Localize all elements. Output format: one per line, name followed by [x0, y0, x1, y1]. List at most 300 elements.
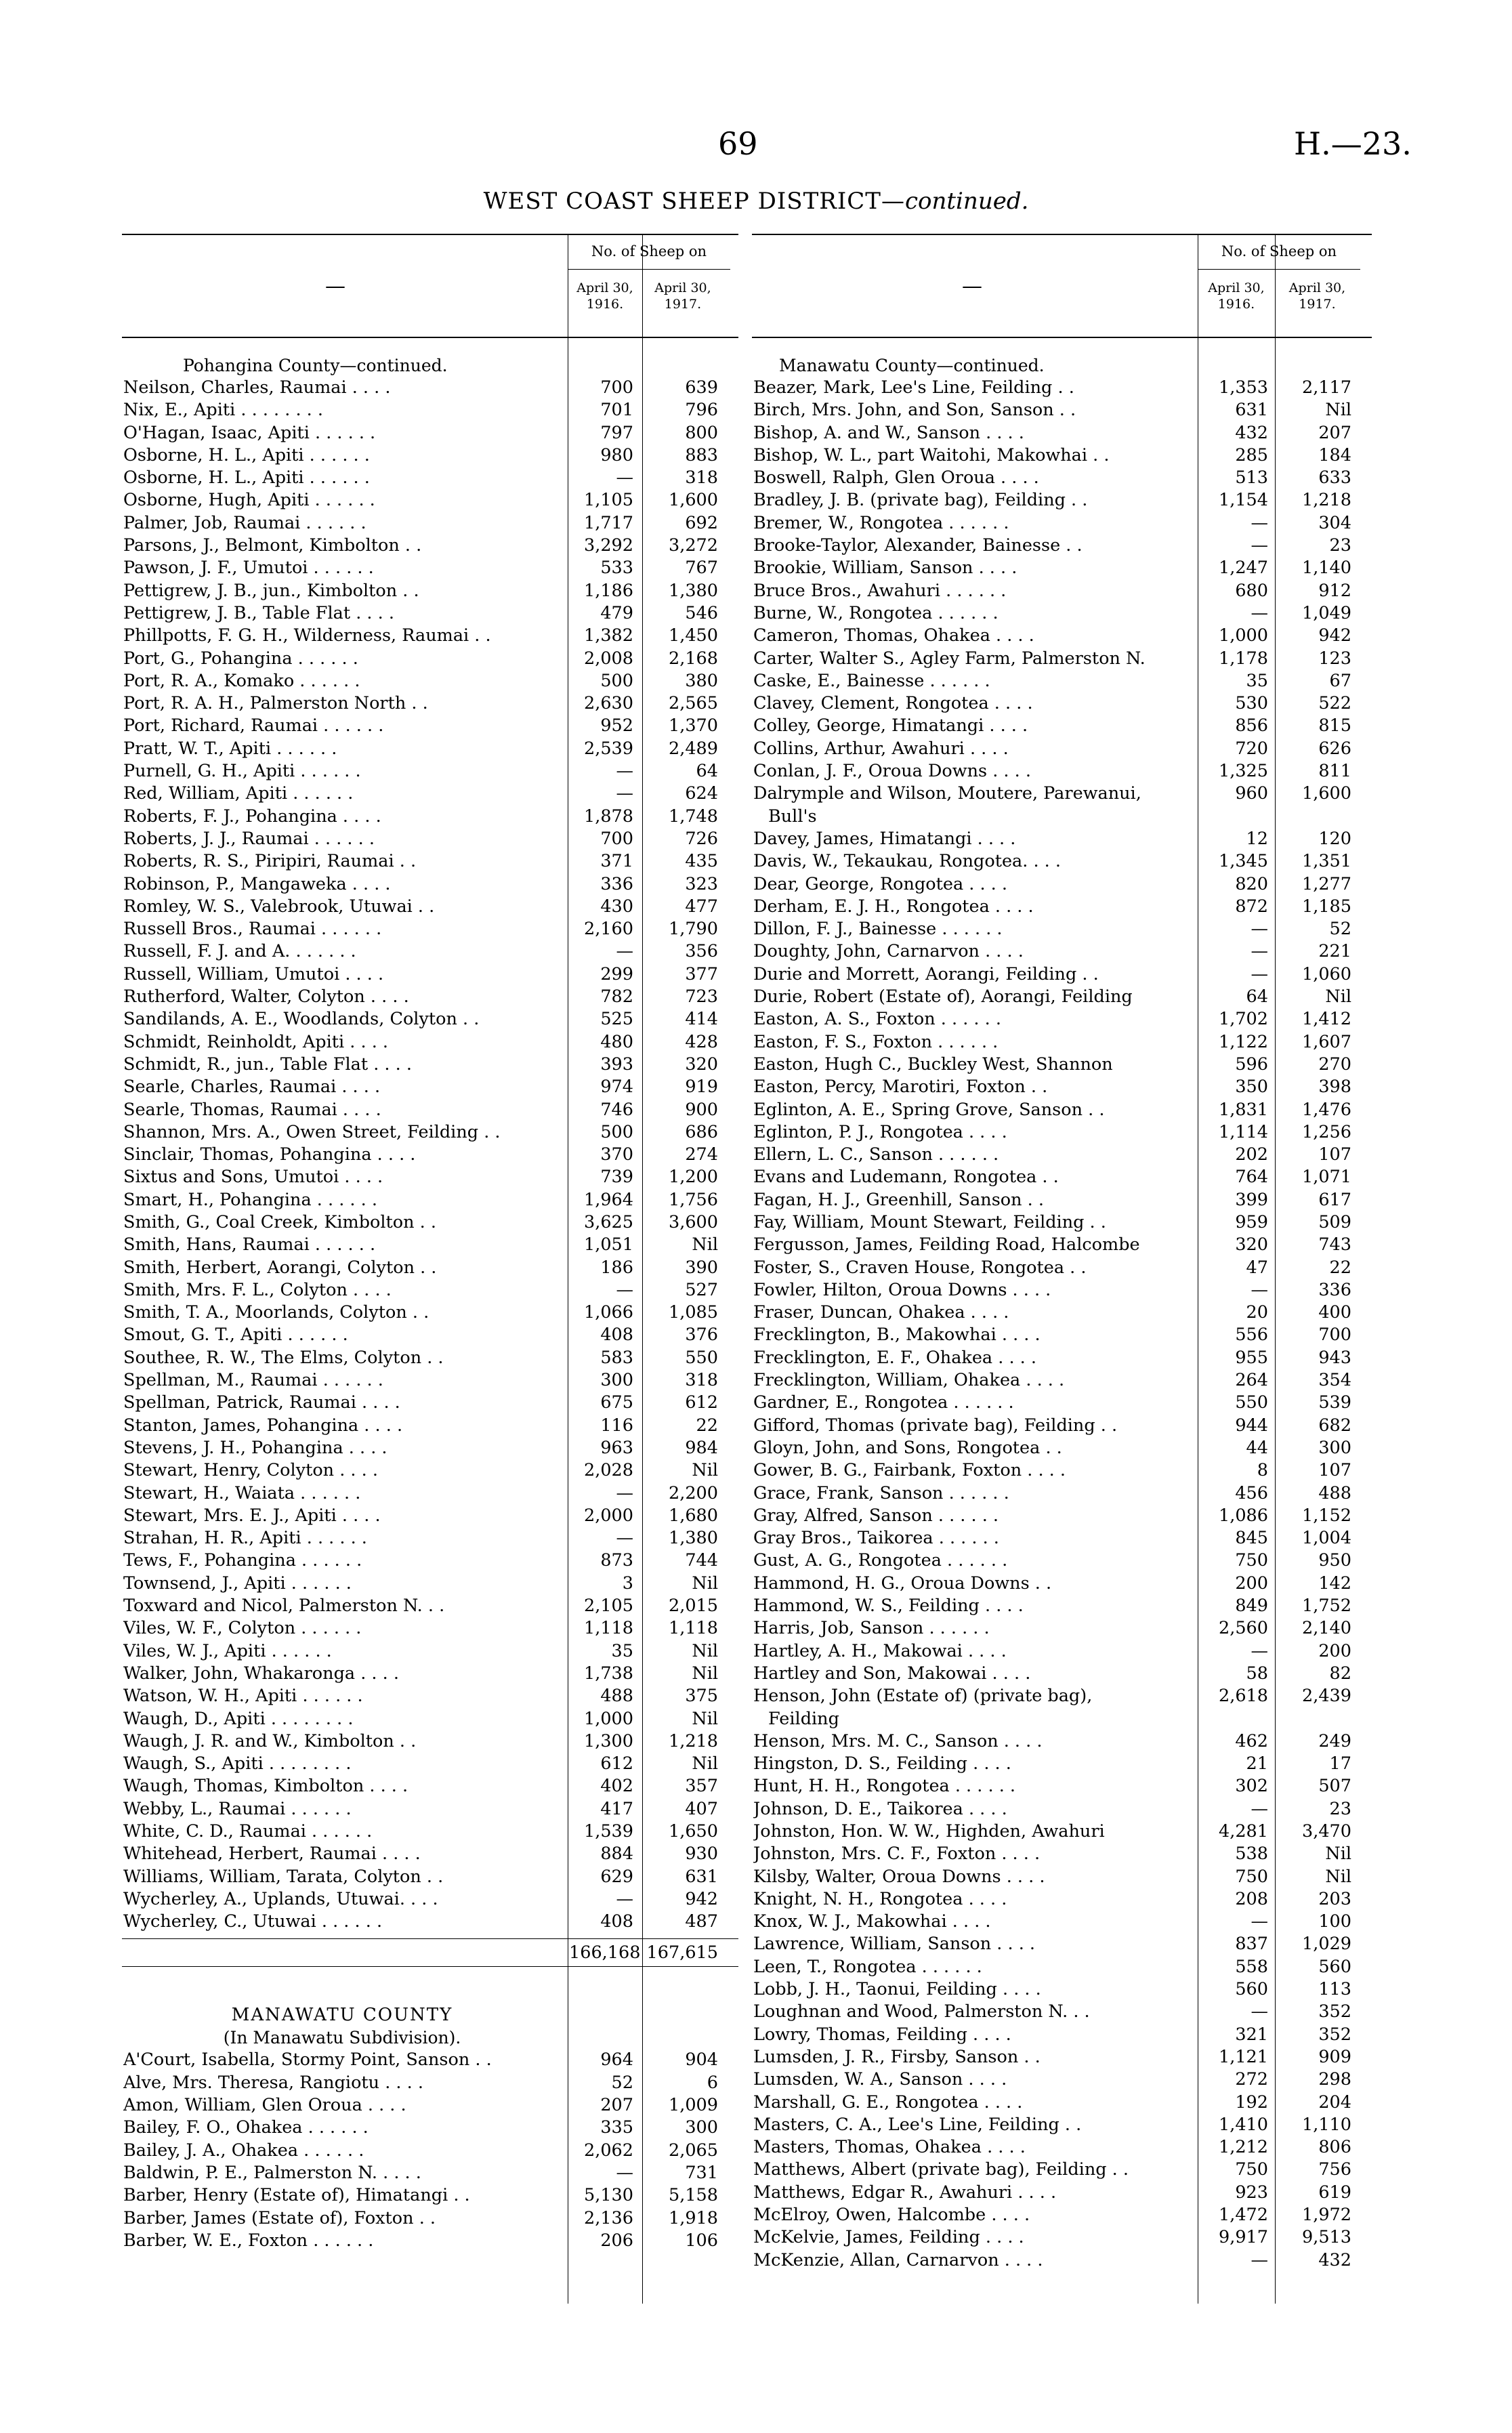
sheep-1916: 1,118 — [583, 1618, 633, 1639]
table-row — [122, 1415, 738, 1437]
holder-name: Spellman, M., Raumai . . . . . . — [123, 1370, 383, 1391]
table-row — [752, 1347, 1372, 1369]
holder-name: Easton, F. S., Foxton . . . . . . — [753, 1031, 999, 1052]
table-row — [122, 535, 738, 557]
holder-name: McElroy, Owen, Halcombe . . . . — [753, 2205, 1030, 2226]
sheep-1916: — — [616, 1482, 633, 1503]
table-row — [122, 1617, 738, 1640]
sheep-1916: 959 — [1235, 1211, 1268, 1232]
table-row — [752, 2182, 1372, 2204]
sheep-1916: 1,325 — [1218, 761, 1268, 782]
sheep-1916: 513 — [1235, 467, 1268, 488]
sheep-1917: 692 — [685, 512, 718, 533]
table-row — [752, 1550, 1372, 1572]
sheep-1916: 1,539 — [583, 1821, 633, 1842]
table-row — [122, 2140, 738, 2162]
table-row — [752, 1798, 1372, 1821]
holder-name: Bailey, J. A., Ohakea . . . . . . — [123, 2140, 364, 2161]
sheep-1916: 1,066 — [583, 1302, 633, 1323]
sheep-1917: 726 — [685, 828, 718, 849]
sheep-1917: 806 — [1318, 2137, 1351, 2158]
table-row — [122, 1166, 738, 1188]
holder-name: Pettigrew, J. B., Table Flat . . . . — [123, 602, 394, 623]
sheep-1917: 950 — [1318, 1550, 1351, 1571]
holder-name: Sixtus and Sons, Umutoi . . . . — [123, 1167, 383, 1188]
holder-name: Waugh, J. R. and W., Kimbolton . . — [123, 1730, 417, 1751]
sheep-1917: Nil — [1325, 400, 1351, 421]
sheep-1917: 300 — [1318, 1437, 1351, 1458]
table-row — [752, 2136, 1372, 2159]
sheep-1916: 1,300 — [583, 1730, 633, 1751]
total-row — [122, 1938, 738, 1967]
table-row — [122, 1708, 738, 1730]
table-row — [122, 940, 738, 963]
sheep-1917: 100 — [1318, 1911, 1351, 1932]
sheep-1917: 550 — [685, 1347, 718, 1368]
holder-name: Roberts, J. J., Raumai . . . . . . — [123, 828, 375, 849]
sheep-1917: 2,489 — [668, 738, 718, 759]
sheep-1917: 539 — [1318, 1392, 1351, 1413]
sheep-1917: 546 — [685, 602, 718, 623]
sheep-1917: Nil — [692, 1663, 718, 1684]
holder-name: Alve, Mrs. Theresa, Rangiotu . . . . — [123, 2072, 423, 2093]
table-row — [122, 1505, 738, 1527]
holder-name: Waugh, Thomas, Kimbolton . . . . — [123, 1776, 408, 1797]
sheep-1916: 720 — [1235, 738, 1268, 759]
holder-name: Hunt, H. H., Rongotea . . . . . . — [753, 1776, 1016, 1797]
sheep-1916: 192 — [1235, 2092, 1268, 2113]
table-row — [122, 2207, 738, 2230]
sheep-1916: 462 — [1235, 1730, 1268, 1751]
sheep-1916: 3,625 — [583, 1211, 633, 1232]
table-row — [752, 557, 1372, 579]
sheep-1916: 558 — [1235, 1956, 1268, 1977]
sheep-1917: 1,380 — [668, 580, 718, 601]
holder-name: Kilsby, Walter, Oroua Downs . . . . — [753, 1866, 1045, 1887]
table-row — [752, 1166, 1372, 1188]
sheep-1917: 428 — [685, 1031, 718, 1052]
holder-name: Derham, E. J. H., Rongotea . . . . — [753, 896, 1034, 917]
holder-name: Durie, Robert (Estate of), Aorangi, Feilding — [753, 986, 1133, 1007]
sheep-1916: — — [1251, 1640, 1268, 1661]
table-row — [752, 1866, 1372, 1888]
table-row — [122, 1392, 738, 1414]
table-row — [752, 692, 1372, 715]
table-row — [752, 918, 1372, 940]
holder-name: Masters, Thomas, Ohakea . . . . — [753, 2137, 1026, 2158]
holder-name: Johnson, D. E., Taikorea . . . . — [753, 1798, 1007, 1819]
holder-name: Boswell, Ralph, Glen Oroua . . . . — [753, 467, 1039, 488]
holder-name: Beazer, Mark, Lee's Line, Feilding . . — [753, 377, 1074, 398]
table-row — [752, 1956, 1372, 1978]
holder-name: Gloyn, John, and Sons, Rongotea . . — [753, 1437, 1062, 1458]
holder-name: Johnston, Mrs. C. F., Foxton . . . . — [753, 1844, 1041, 1865]
sheep-1916: — — [1251, 2249, 1268, 2270]
holder-name: Marshall, G. E., Rongotea . . . . — [753, 2092, 1023, 2113]
sheep-1916: 2,028 — [583, 1460, 633, 1481]
sheep-1917: 639 — [685, 377, 718, 398]
sheep-1916: — — [1251, 1911, 1268, 1932]
holder-name: Hartley and Son, Makowai . . . . — [753, 1663, 1031, 1684]
holder-name: Bremer, W., Rongotea . . . . . . — [753, 512, 1009, 533]
sheep-1917: 1,476 — [1301, 1099, 1351, 1120]
sheep-1916: 35 — [1246, 670, 1268, 691]
sheep-1916: 1,878 — [583, 806, 633, 827]
table-row — [122, 580, 738, 602]
table-row — [122, 1663, 738, 1685]
holder-name: Tews, F., Pohangina . . . . . . — [123, 1550, 362, 1571]
holder-name: Stanton, James, Pohangina . . . . — [123, 1415, 403, 1436]
sheep-1916: 299 — [600, 963, 633, 984]
sheep-1917: 527 — [685, 1279, 718, 1300]
table-row — [122, 444, 738, 467]
holder-name: Viles, W. F., Colyton . . . . . . — [123, 1618, 362, 1639]
sheep-1916: 1,000 — [1218, 625, 1268, 646]
table-row — [752, 1008, 1372, 1031]
sheep-1917: 23 — [1329, 535, 1351, 556]
holder-name: Frecklington, E. F., Ohakea . . . . — [753, 1347, 1036, 1368]
holder-name: Bailey, F. O., Ohakea . . . . . . — [123, 2117, 369, 2138]
sheep-1916: 1,121 — [1218, 2046, 1268, 2067]
table-row — [752, 1324, 1372, 1346]
header-year-1916-line1: April 30, — [1208, 280, 1265, 295]
table-row — [122, 2162, 738, 2184]
table-row — [122, 896, 738, 918]
section-title: Pohangina County—continued. — [183, 356, 448, 375]
holder-name: Searle, Charles, Raumai . . . . — [123, 1077, 381, 1098]
sheep-1917: 1,600 — [668, 490, 718, 511]
table-row — [752, 1978, 1372, 2001]
sheep-1916: 500 — [600, 670, 633, 691]
holder-name: Strahan, H. R., Apiti . . . . . . — [123, 1528, 367, 1549]
table-row — [122, 873, 738, 896]
sheep-1917: 2,117 — [1301, 377, 1351, 398]
table-row — [122, 692, 738, 715]
sheep-1917: 731 — [685, 2162, 718, 2183]
holder-name: Osborne, H. L., Apiti . . . . . . — [123, 467, 370, 488]
table-row — [752, 1234, 1372, 1256]
holder-name: Port, Richard, Raumai . . . . . . — [123, 715, 384, 736]
sheep-1916: 285 — [1235, 444, 1268, 465]
holder-name: A'Court, Isabella, Stormy Point, Sanson . . — [123, 2050, 492, 2071]
right-table — [752, 234, 1372, 2304]
sheep-1917: 23 — [1329, 1798, 1351, 1819]
left-table — [122, 234, 738, 2304]
sheep-1917: Nil — [692, 1640, 718, 1661]
table-row — [122, 1911, 738, 1933]
sheep-1916: 2,539 — [583, 738, 633, 759]
holder-name: Gray, Alfred, Sanson . . . . . . — [753, 1505, 999, 1526]
sheep-1917: 942 — [685, 1888, 718, 1909]
holder-name: Port, R. A., Komako . . . . . . — [123, 670, 360, 691]
sheep-1916: 952 — [600, 715, 633, 736]
page-number: 69 — [718, 125, 758, 162]
sheep-1917: 1,218 — [1301, 490, 1351, 511]
holder-name: Lawrence, William, Sanson . . . . — [753, 1934, 1036, 1955]
table-row — [122, 738, 738, 760]
sheep-1917: 984 — [685, 1437, 718, 1458]
holder-name-continued: Feilding — [768, 1708, 839, 1729]
holder-name: Frecklington, William, Ohakea . . . . — [753, 1370, 1065, 1391]
sheep-1916: 500 — [600, 1121, 633, 1142]
sheep-1916: 1,114 — [1218, 1121, 1268, 1142]
sheep-1916: 335 — [600, 2117, 633, 2138]
sheep-1916: — — [616, 1528, 633, 1549]
sheep-1916: — — [1251, 602, 1268, 623]
table-row — [752, 2001, 1372, 2023]
table-row — [122, 2049, 738, 2071]
table-row — [122, 1888, 738, 1911]
table-row — [752, 1911, 1372, 1933]
table-row — [122, 1527, 738, 1550]
sheep-1917: 507 — [1318, 1776, 1351, 1797]
sheep-1917: 1,256 — [1301, 1121, 1351, 1142]
holder-name: Baldwin, P. E., Palmerston N. . . . . — [123, 2162, 421, 2183]
table-row — [752, 489, 1372, 512]
sheep-1916: — — [1251, 1279, 1268, 1300]
holder-name: Collins, Arthur, Awahuri . . . . — [753, 738, 1009, 759]
header-year-1917-line2: 1917. — [1299, 297, 1336, 312]
sheep-1917: 1,918 — [668, 2207, 718, 2228]
holder-name: Stewart, H., Waiata . . . . . . — [123, 1482, 361, 1503]
sheep-1916: 321 — [1235, 2024, 1268, 2045]
sheep-1917: 626 — [1318, 738, 1351, 759]
holder-name: Barber, James (Estate of), Foxton . . — [123, 2207, 436, 2228]
holder-name: Romley, W. S., Valebrook, Utuwai . . — [123, 896, 435, 917]
sheep-1917: 2,140 — [1301, 1618, 1351, 1639]
table-row — [752, 1821, 1372, 1843]
sheep-1917: Nil — [692, 1753, 718, 1774]
header-group-label: No. of Sheep on — [1221, 243, 1337, 259]
table-row — [752, 1482, 1372, 1505]
sheep-1917: 1,600 — [1301, 783, 1351, 804]
sheep-1916: 1,051 — [583, 1234, 633, 1255]
sheep-1917: 298 — [1318, 2069, 1351, 2090]
sheep-1916: 629 — [600, 1866, 633, 1887]
sheep-1916: 560 — [1235, 1979, 1268, 2000]
table-row — [752, 467, 1372, 489]
header-year-1916-line1: April 30, — [576, 280, 633, 295]
sheep-1916: 58 — [1246, 1663, 1268, 1684]
holder-name: Hartley, A. H., Makowai . . . . — [753, 1640, 1007, 1661]
sheep-1917: 1,060 — [1301, 963, 1351, 984]
holder-name: Stewart, Mrs. E. J., Apiti . . . . — [123, 1505, 381, 1526]
table-row — [752, 512, 1372, 535]
table-row — [122, 670, 738, 692]
holder-name: Gust, A. G., Rongotea . . . . . . — [753, 1550, 1008, 1571]
table-row — [752, 1189, 1372, 1211]
table-row — [752, 1392, 1372, 1414]
holder-name: Waugh, D., Apiti . . . . . . . . — [123, 1708, 354, 1729]
table-row — [752, 760, 1372, 783]
holder-name-continued: Bull's — [768, 806, 817, 827]
sheep-1916: 2,136 — [583, 2207, 633, 2228]
sheep-1916: 2,008 — [583, 648, 633, 669]
table-row — [752, 2068, 1372, 2091]
sheep-1916: 4,281 — [1218, 1821, 1268, 1842]
sheep-1916: 432 — [1235, 422, 1268, 443]
holder-name: Schmidt, R., jun., Table Flat . . . . — [123, 1054, 412, 1075]
table-row — [752, 1099, 1372, 1121]
sheep-1916: 739 — [600, 1167, 633, 1188]
sheep-1916: 856 — [1235, 715, 1268, 736]
sheep-1916: 2,160 — [583, 919, 633, 940]
holder-name: Eglinton, A. E., Spring Grove, Sanson . . — [753, 1099, 1105, 1120]
sheep-1917: 1,029 — [1301, 1934, 1351, 1955]
sheep-1916: 208 — [1235, 1888, 1268, 1909]
sheep-1916: 960 — [1235, 783, 1268, 804]
sheep-1916: 845 — [1235, 1528, 1268, 1549]
sheep-1916: — — [616, 1279, 633, 1300]
sheep-1916: 1,831 — [1218, 1099, 1268, 1120]
holder-name: Phillpotts, F. G. H., Wilderness, Raumai . . — [123, 625, 491, 646]
sheep-1917: 300 — [685, 2117, 718, 2138]
sheep-1916: — — [616, 941, 633, 962]
holder-name: Roberts, R. S., Piripiri, Raumai . . — [123, 851, 417, 872]
sheep-1917: 1,650 — [668, 1821, 718, 1842]
holder-name: Foster, S., Craven House, Rongotea . . — [753, 1257, 1087, 1278]
sheep-1916: 1,212 — [1218, 2137, 1268, 2158]
sheep-1917: 3,470 — [1301, 1821, 1351, 1842]
table-row — [122, 1347, 738, 1369]
sheep-1917: 113 — [1318, 1979, 1351, 2000]
holder-name: Barber, W. E., Foxton . . . . . . — [123, 2230, 374, 2251]
table-row — [122, 422, 738, 444]
sheep-1916: 884 — [600, 1844, 633, 1865]
sheep-1916: 525 — [600, 1009, 633, 1030]
sheep-1916: 5,130 — [583, 2185, 633, 2206]
holder-name: O'Hagan, Isaac, Apiti . . . . . . — [123, 422, 376, 443]
table-row — [122, 1482, 738, 1505]
holder-name: Sinclair, Thomas, Pohangina . . . . — [123, 1144, 416, 1165]
holder-name: Smith, G., Coal Creek, Kimbolton . . — [123, 1211, 437, 1232]
sheep-1916: — — [1251, 512, 1268, 533]
sheep-1917: 336 — [1318, 1279, 1351, 1300]
table-row — [752, 896, 1372, 918]
header-year-1917-line2: 1917. — [664, 297, 702, 312]
sheep-1916: 533 — [600, 558, 633, 579]
table-row — [752, 2024, 1372, 2046]
sheep-1916: 556 — [1235, 1325, 1268, 1346]
holder-name: Waugh, S., Apiti . . . . . . . . — [123, 1753, 352, 1774]
header-group-rule — [568, 269, 730, 270]
table-row — [752, 1369, 1372, 1392]
sheep-1917: 1,049 — [1301, 602, 1351, 623]
sheep-1917: 800 — [685, 422, 718, 443]
holder-name: Johnston, Hon. W. W., Highden, Awahuri — [753, 1821, 1105, 1842]
sheep-1917: 3,600 — [668, 1211, 718, 1232]
sheep-1917: 509 — [1318, 1211, 1351, 1232]
sheep-1916: 456 — [1235, 1482, 1268, 1503]
holder-name: Hammond, H. G., Oroua Downs . . — [753, 1573, 1052, 1594]
table-row — [752, 2226, 1372, 2249]
holder-name: Townsend, J., Apiti . . . . . . — [123, 1573, 352, 1594]
sheep-1917: 9,513 — [1301, 2227, 1351, 2248]
table-row — [752, 828, 1372, 850]
header-year-1917 — [1275, 280, 1360, 312]
sheep-1917: 1,118 — [668, 1618, 718, 1639]
holder-name: Dalrymple and Wilson, Moutere, Parewanui, — [753, 783, 1141, 804]
table-row — [122, 1211, 738, 1234]
sheep-1916: 1,738 — [583, 1663, 633, 1684]
holder-name: Wycherley, A., Uplands, Utuwai. . . . — [123, 1888, 438, 1909]
header-year-1916 — [1198, 280, 1275, 312]
sheep-1916: 1,086 — [1218, 1505, 1268, 1526]
holder-name: Lumsden, J. R., Firsby, Sanson . . — [753, 2046, 1041, 2067]
sheep-1917: 1,680 — [668, 1505, 718, 1526]
sheep-1917: 414 — [685, 1009, 718, 1030]
sheep-1916: 1,154 — [1218, 490, 1268, 511]
table-row — [122, 1099, 738, 1121]
left-table-body — [122, 354, 738, 2252]
sheep-1916: 701 — [600, 400, 633, 421]
sheep-1917: 1,152 — [1301, 1505, 1351, 1526]
sheep-1916: 408 — [600, 1325, 633, 1346]
holder-name: Palmer, Job, Raumai . . . . . . — [123, 512, 366, 533]
section-title: Manawatu County—continued. — [779, 356, 1045, 375]
holder-name: Fagan, H. J., Greenhill, Sanson . . — [753, 1189, 1044, 1210]
header-year-1917-line1: April 30, — [654, 280, 711, 295]
sheep-1917: 2,565 — [668, 693, 718, 714]
sheep-1917: Nil — [1325, 1844, 1351, 1865]
sheep-1916: 12 — [1246, 828, 1268, 849]
header-year-1916 — [568, 280, 642, 312]
holder-name: Fergusson, James, Feilding Road, Halcombe — [753, 1234, 1140, 1255]
sheep-1916: 300 — [600, 1370, 633, 1391]
holder-name: Red, William, Apiti . . . . . . — [123, 783, 354, 804]
table-row — [752, 1730, 1372, 1753]
sheep-1917: 477 — [685, 896, 718, 917]
sheep-1917: 560 — [1318, 1956, 1351, 1977]
sheep-1917: 2,168 — [668, 648, 718, 669]
table-row — [122, 1144, 738, 1166]
sheep-1917: 919 — [685, 1077, 718, 1098]
sheep-1917: 1,607 — [1301, 1031, 1351, 1052]
holder-name: Henson, Mrs. M. C., Sanson . . . . — [753, 1730, 1043, 1751]
header-year-1917 — [642, 280, 723, 312]
table-row — [122, 1640, 738, 1663]
table-row — [122, 1821, 738, 1843]
table-row — [752, 1257, 1372, 1279]
sheep-1917: 686 — [685, 1121, 718, 1142]
sheep-1916: 1,702 — [1218, 1009, 1268, 1030]
holder-name: Williams, William, Tarata, Colyton . . — [123, 1866, 444, 1887]
table-row — [752, 715, 1372, 737]
sheep-1917: 123 — [1318, 648, 1351, 669]
sheep-1916: 371 — [600, 851, 633, 872]
sheep-1917: 767 — [685, 558, 718, 579]
sheep-1917: Nil — [692, 1708, 718, 1729]
holder-name: Ellern, L. C., Sanson . . . . . . — [753, 1144, 999, 1165]
sheep-1916: 1,000 — [583, 1708, 633, 1729]
holder-name: Fowler, Hilton, Oroua Downs . . . . — [753, 1279, 1051, 1300]
sheep-1917: 488 — [1318, 1482, 1351, 1503]
table-row — [752, 2114, 1372, 2136]
table-row — [122, 2094, 738, 2117]
sheep-1916: 596 — [1235, 1054, 1268, 1075]
sheep-1916: 20 — [1246, 1302, 1268, 1323]
sheep-1916: 320 — [1235, 1234, 1268, 1255]
holder-name: Osborne, H. L., Apiti . . . . . . — [123, 444, 370, 465]
sheep-1916: 207 — [600, 2095, 633, 2116]
header-dash: — — [325, 274, 345, 298]
sheep-1917: 744 — [685, 1550, 718, 1571]
sheep-1916: — — [616, 467, 633, 488]
holder-name: Sandilands, A. E., Woodlands, Colyton . . — [123, 1009, 480, 1030]
holder-name: Robinson, P., Mangaweka . . . . — [123, 873, 391, 894]
holder-name: Dillon, F. J., Bainesse . . . . . . — [753, 919, 1003, 940]
sheep-1917: 1,972 — [1301, 2205, 1351, 2226]
